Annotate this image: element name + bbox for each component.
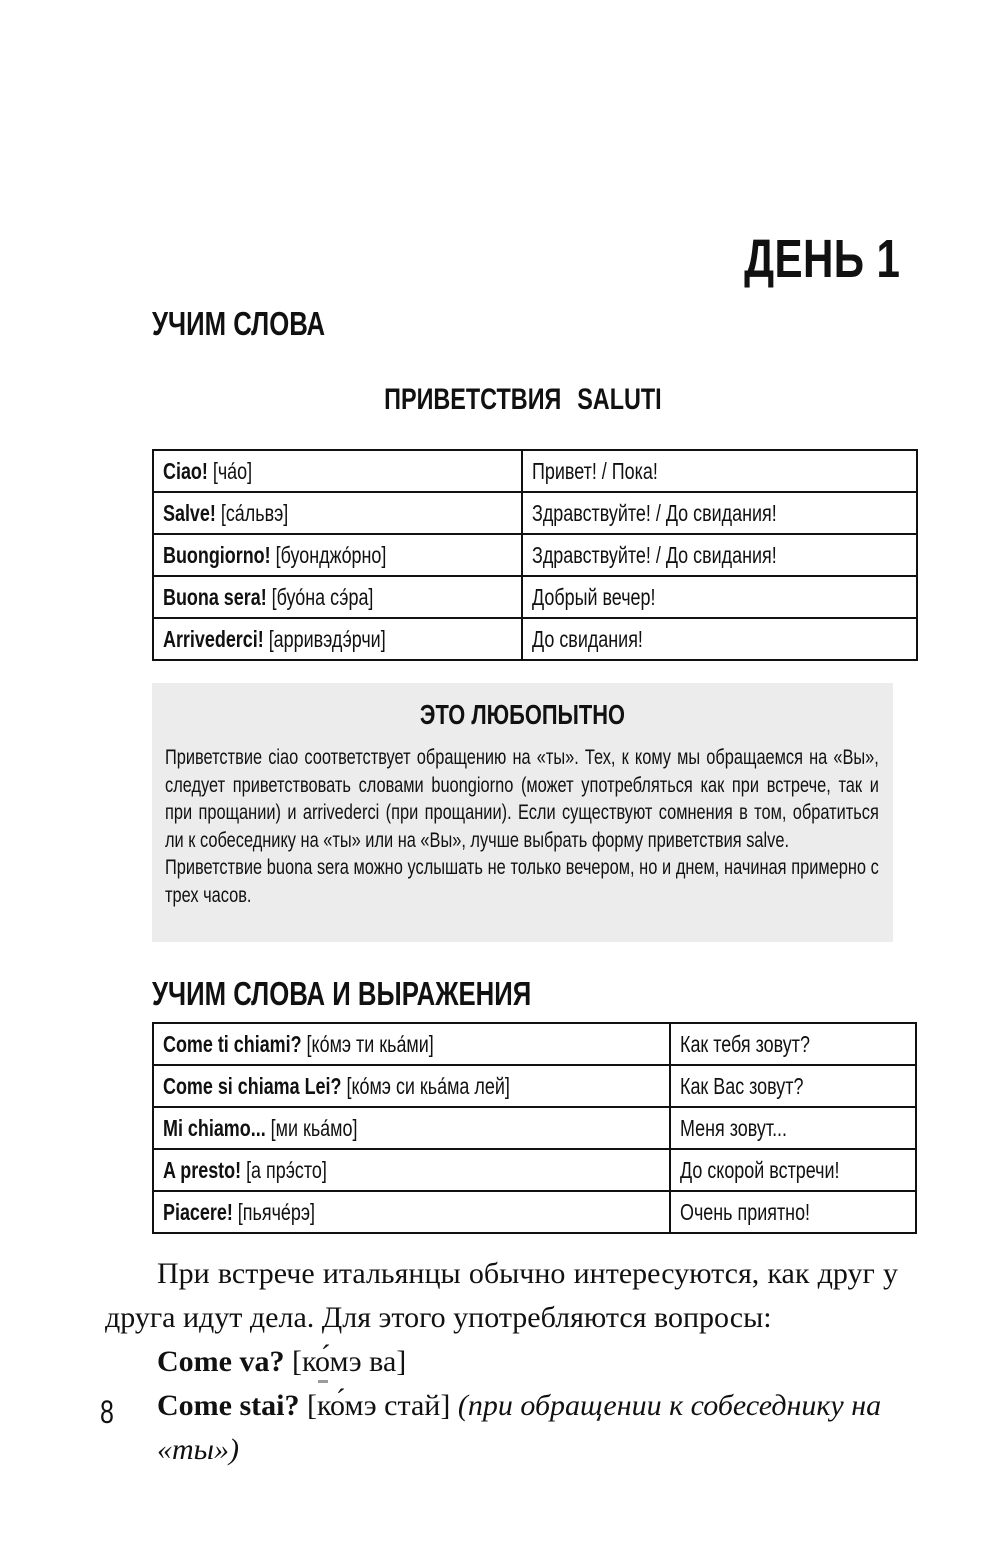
- curious-fact-title: ЭТО ЛЮБОПЫТНО: [419, 699, 626, 730]
- russian-translation: Как Вас зовут?: [680, 1072, 804, 1099]
- transcription: [ко́мэ стай]: [299, 1389, 458, 1422]
- page-number: 8: [100, 1394, 114, 1430]
- chapter-heading: [0, 228, 900, 290]
- russian-translation: До скорой встречи!: [680, 1156, 840, 1183]
- italian-phrase: Come stai?: [157, 1389, 300, 1422]
- italian-word: Salve!: [163, 499, 216, 526]
- transcription: [ко́мэ си кьа́ма лей]: [346, 1072, 510, 1099]
- section-learn-words-expressions: УЧИМ СЛОВА И ВЫРАЖЕНИЯ: [152, 975, 532, 1012]
- transcription: [буонджо́рно]: [275, 541, 387, 568]
- italian-word: Come ti chiami?: [163, 1030, 302, 1057]
- russian-translation: Очень приятно!: [680, 1198, 811, 1225]
- transcription: [буо́на сэ́ра]: [271, 583, 374, 610]
- transcription: [са́львэ]: [220, 499, 289, 526]
- italian-word: A presto!: [163, 1156, 242, 1183]
- usage-note: (при обращении к собеседнику на «ты»): [157, 1389, 882, 1466]
- russian-translation: Меня зовут...: [680, 1114, 788, 1141]
- table-row: [153, 1191, 916, 1233]
- table-row: [153, 618, 917, 660]
- russian-translation: Привет! / Пока!: [532, 457, 658, 484]
- italian-word: Arrivederci!: [163, 625, 264, 652]
- table-row: [153, 576, 917, 618]
- table-row: [153, 1149, 916, 1191]
- italian-word: Buona sera!: [163, 583, 267, 610]
- russian-translation: Здравствуйте! / До свидания!: [532, 541, 777, 568]
- transcription: [а прэ́сто]: [246, 1156, 327, 1183]
- italian-word: Buongiorno!: [163, 541, 271, 568]
- italian-word: Come si chiama Lei?: [163, 1072, 342, 1099]
- curious-fact-paragraph: Приветствие ciao соответствует обращению на «ты». Тех, к кому мы обращаемся на «Вы», следует приветствовать словами buongiorno (может употребляться как при встрече, так и при прощании) и arrivederci (при прощании). Если существуют сомнения в том, обратиться ли к собеседнику на «ты» или на «Вы», лучше выбрать форму приветствия salve.: [165, 746, 879, 852]
- table-row: [153, 1107, 916, 1149]
- italian-word: Mi chiamo...: [163, 1114, 266, 1141]
- russian-translation: Здравствуйте! / До свидания!: [532, 499, 777, 526]
- transcription: [ча́о]: [212, 457, 253, 484]
- table-row: [153, 450, 917, 492]
- question-line: [105, 1340, 898, 1384]
- chapter-heading-text: ДЕНЬ 1: [743, 229, 900, 289]
- russian-translation: Как тебя зовут?: [680, 1030, 810, 1057]
- table-row: [153, 1023, 916, 1065]
- transcription: [ко́мэ ва]: [284, 1345, 407, 1378]
- curious-fact-body: [165, 744, 879, 909]
- expressions-table: [152, 1022, 917, 1234]
- russian-translation: Добрый вечер!: [532, 583, 656, 610]
- transcription: [пьяче́рэ]: [237, 1198, 316, 1225]
- transcription: [арривэдэ́рчи]: [268, 625, 386, 652]
- curious-fact-box: [152, 683, 893, 942]
- russian-translation: До свидания!: [532, 625, 643, 652]
- table-row: [153, 1065, 916, 1107]
- greetings-table: [152, 449, 918, 661]
- question-line: [105, 1384, 898, 1472]
- italian-word: Ciao!: [163, 457, 208, 484]
- transcription: [ко́мэ ти кьа́ми]: [306, 1030, 434, 1057]
- body-text: [105, 1252, 898, 1472]
- table-row: [153, 534, 917, 576]
- greetings-table-title: ПРИВЕТСТВИЯ SALUTI: [384, 383, 662, 416]
- section-learn-words: УЧИМ СЛОВА: [152, 305, 326, 342]
- curious-fact-paragraph: Приветствие buona sera можно услышать не только вечером, но и днем, начиная примерно с трех часов.: [165, 856, 879, 907]
- print-artifact: [318, 1380, 328, 1383]
- body-paragraph: При встрече итальянцы обычно интересуются, как друг у друга идут дела. Для этого употребляются вопросы:: [105, 1257, 898, 1334]
- italian-phrase: Come va?: [157, 1345, 285, 1378]
- table-row: [153, 492, 917, 534]
- transcription: [ми кьа́мо]: [270, 1114, 358, 1141]
- italian-word: Piacere!: [163, 1198, 233, 1225]
